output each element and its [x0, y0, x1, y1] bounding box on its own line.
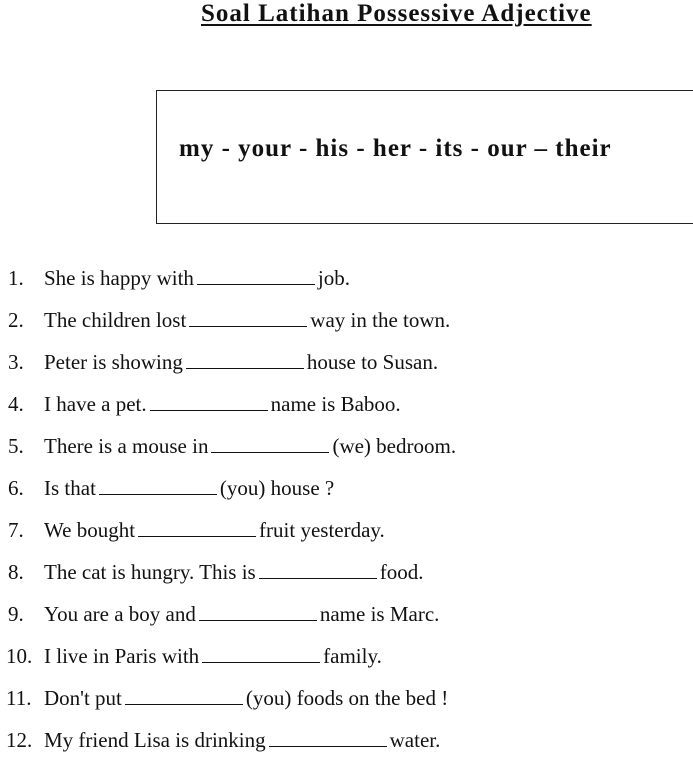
question-after: family.	[323, 644, 382, 668]
question-before: My friend Lisa is drinking	[44, 728, 266, 752]
question-number: 4.	[8, 392, 24, 416]
question-text	[44, 602, 439, 627]
question-text	[44, 350, 438, 375]
answer-blank[interactable]	[189, 310, 307, 327]
question-text	[44, 686, 448, 711]
question-before: I live in Paris with	[44, 644, 200, 668]
question-text	[44, 518, 385, 543]
word-bank-box	[156, 90, 693, 224]
question-before: Don't put	[44, 686, 122, 710]
question-after: house to Susan.	[306, 350, 439, 374]
question-number: 9.	[8, 602, 24, 626]
answer-blank[interactable]	[211, 436, 329, 453]
answer-blank[interactable]	[99, 478, 217, 495]
question-number: 8.	[8, 560, 24, 584]
question-after: job.	[317, 266, 351, 290]
question-after: food.	[379, 560, 424, 584]
question-after: name is Baboo.	[270, 392, 401, 416]
answer-blank[interactable]	[150, 394, 268, 411]
question-after: (we) bedroom.	[332, 434, 457, 458]
question-before: We bought	[44, 518, 136, 542]
question-before: There is a mouse in	[44, 434, 209, 458]
question-number: 12.	[6, 728, 33, 752]
question-number: 10.	[6, 644, 33, 668]
question-text	[44, 434, 456, 459]
question-after: fruit yesterday.	[259, 518, 385, 542]
question-text	[44, 644, 382, 669]
question-before: Is that	[44, 476, 96, 500]
answer-blank[interactable]	[202, 646, 320, 663]
question-before: You are a boy and	[44, 602, 196, 626]
question-before: The cat is hungry. This is	[44, 560, 256, 584]
question-before: I have a pet.	[44, 392, 147, 416]
question-before: She is happy with	[44, 266, 194, 290]
question-before: The children lost	[44, 308, 187, 332]
question-after: name is Marc.	[319, 602, 440, 626]
question-text	[44, 476, 334, 501]
question-after: (you) foods on the bed !	[245, 686, 449, 710]
answer-blank[interactable]	[138, 520, 256, 537]
question-after: (you) house ?	[219, 476, 335, 500]
question-after: way in the town.	[310, 308, 451, 332]
answer-blank[interactable]	[199, 604, 317, 621]
worksheet-title: Soal Latihan Possessive Adjective	[201, 0, 592, 27]
question-number: 2.	[8, 308, 24, 332]
answer-blank[interactable]	[197, 268, 315, 285]
question-number: 7.	[8, 518, 24, 542]
question-number: 5.	[8, 434, 24, 458]
question-text	[44, 308, 450, 333]
word-bank-text: my - your - his - her - its - our – their	[179, 135, 612, 162]
question-number: 11.	[6, 686, 32, 710]
question-number: 3.	[8, 350, 24, 374]
answer-blank[interactable]	[125, 688, 243, 705]
answer-blank[interactable]	[269, 730, 387, 747]
question-text	[44, 728, 440, 753]
question-text	[44, 392, 401, 417]
question-text	[44, 266, 350, 291]
answer-blank[interactable]	[186, 352, 304, 369]
question-number: 1.	[8, 266, 24, 290]
answer-blank[interactable]	[259, 562, 377, 579]
question-before: Peter is showing	[44, 350, 183, 374]
question-text	[44, 560, 423, 585]
question-number: 6.	[8, 476, 24, 500]
question-after: water.	[389, 728, 441, 752]
